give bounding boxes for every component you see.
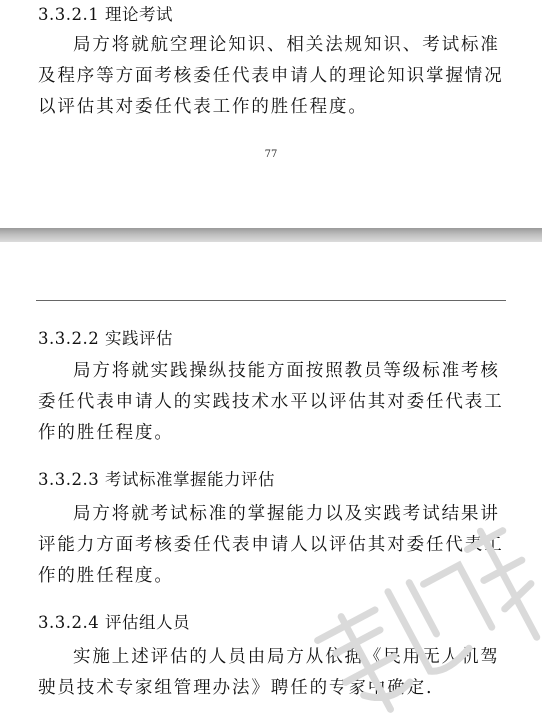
paragraph-text: 局方将就实践操纵技能方面按照教员等级标准考核委任代表申请人的实践技术水平以评估其对委任代表工作的胜任程度。 (38, 361, 504, 443)
section-paragraph-3-3-2-3 (38, 499, 510, 592)
document-page-top (0, 0, 542, 228)
section-paragraph-3-3-2-2 (38, 356, 510, 449)
section-paragraph-3-3-2-1 (38, 30, 510, 123)
paragraph-text: 局方将就考试标准的掌握能力以及实践考试结果讲评能力方面考核委任代表申请人以评估其对委任代表工作的胜任程度。 (38, 504, 504, 586)
section-paragraph-3-3-2-4 (38, 642, 510, 704)
page-separator (0, 228, 542, 242)
paragraph-text: 实施上述评估的人员由局方从依据《民用无人机驾驶员技术专家组管理办法》聘任的专家中确定. (38, 647, 500, 698)
section-heading-3-3-2-2: 3.3.2.2 实践评估 (38, 329, 173, 348)
document-page-bottom (0, 242, 542, 714)
section-heading-3-3-2-4: 3.3.2.4 评估组人员 (38, 613, 190, 632)
section-heading-3-3-2-3: 3.3.2.3 考试标准掌握能力评估 (38, 470, 275, 489)
page-number: 77 (264, 149, 278, 160)
section-heading-3-3-2-1: 3.3.2.1 理论考试 (38, 5, 173, 24)
header-rule (36, 300, 506, 301)
paragraph-text: 局方将就航空理论知识、相关法规知识、考试标准及程序等方面考核委任代表申请人的理论知识掌握情况以评估其对委任代表工作的胜任程度。 (38, 35, 504, 117)
